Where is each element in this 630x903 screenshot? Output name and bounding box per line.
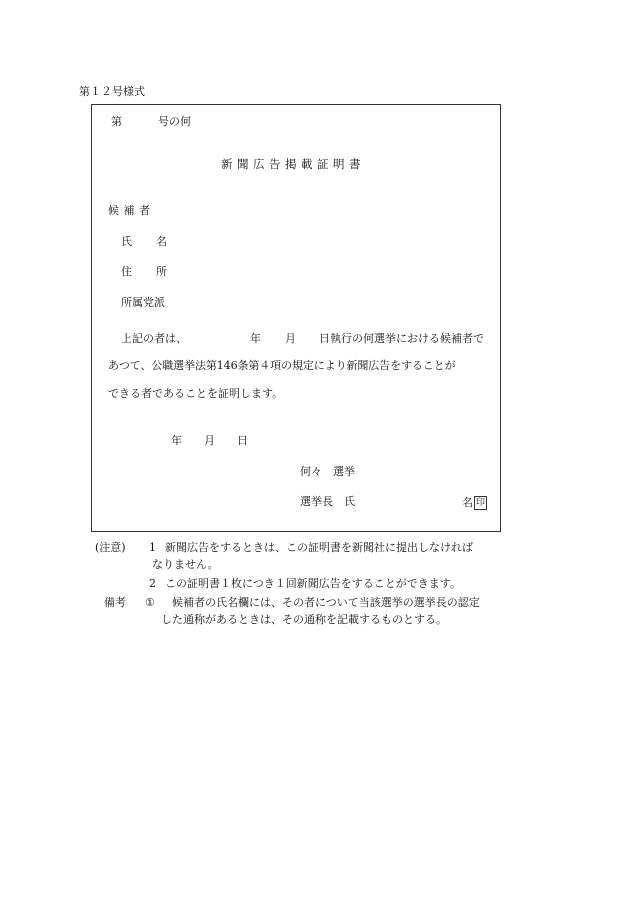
signature-mei — [462, 496, 487, 510]
remarks-label: 備考 — [104, 596, 126, 609]
form-number: 第１２号様式 — [79, 85, 145, 98]
body-line1-start: 上記の者は、 — [121, 332, 187, 345]
name-label-2: 名 — [156, 235, 167, 248]
election-name: 何々 選挙 — [300, 465, 355, 478]
body-line1-year: 年 — [250, 332, 261, 345]
name-label-1: 氏 — [121, 235, 132, 248]
remark-1-line1: 候補者の氏名欄には、その者について当該選挙の選挙長の認定 — [172, 596, 480, 609]
party-label: 所属党派 — [121, 296, 165, 309]
body-line2: あつて、公職選挙法第146条第４項の規定により新聞広告をすることが — [108, 359, 456, 372]
number-prefix: 第 — [111, 115, 122, 128]
address-label-1: 住 — [121, 265, 132, 278]
document-title: 新聞広告掲載証明書 — [221, 157, 365, 171]
remark-1-line2: した通称があるときは、その通称を記載するものとする。 — [161, 613, 447, 626]
body-line1-end: 日執行の何選挙における候補者で — [319, 332, 484, 345]
seal-stamp: 印 — [475, 498, 485, 508]
number-suffix: 号の何 — [158, 115, 191, 128]
note-2-text: この証明書１枚につき１回新聞広告をすることができます。 — [165, 577, 461, 590]
date-year: 年 — [171, 434, 182, 447]
notes-label: (注意) — [95, 541, 126, 554]
note-1-number: 1 — [149, 541, 156, 554]
note-1-line1: 新聞広告をするときは、この証明書を新聞社に提出しなければ — [165, 541, 473, 554]
address-label-2: 所 — [156, 265, 167, 278]
date-month: 月 — [204, 434, 215, 447]
date-day: 日 — [237, 434, 248, 447]
candidate-label: 候補者 — [108, 204, 155, 217]
body-line1-month: 月 — [285, 332, 296, 345]
note-1-line2: なりません。 — [152, 558, 219, 571]
election-chair-name: 選挙長 氏 — [300, 495, 355, 508]
note-2-number: 2 — [149, 577, 156, 590]
body-line3: できる者であることを証明します。 — [108, 387, 284, 400]
remark-1-number: ① — [145, 596, 155, 609]
signature-mei-text: 名 — [462, 496, 473, 509]
